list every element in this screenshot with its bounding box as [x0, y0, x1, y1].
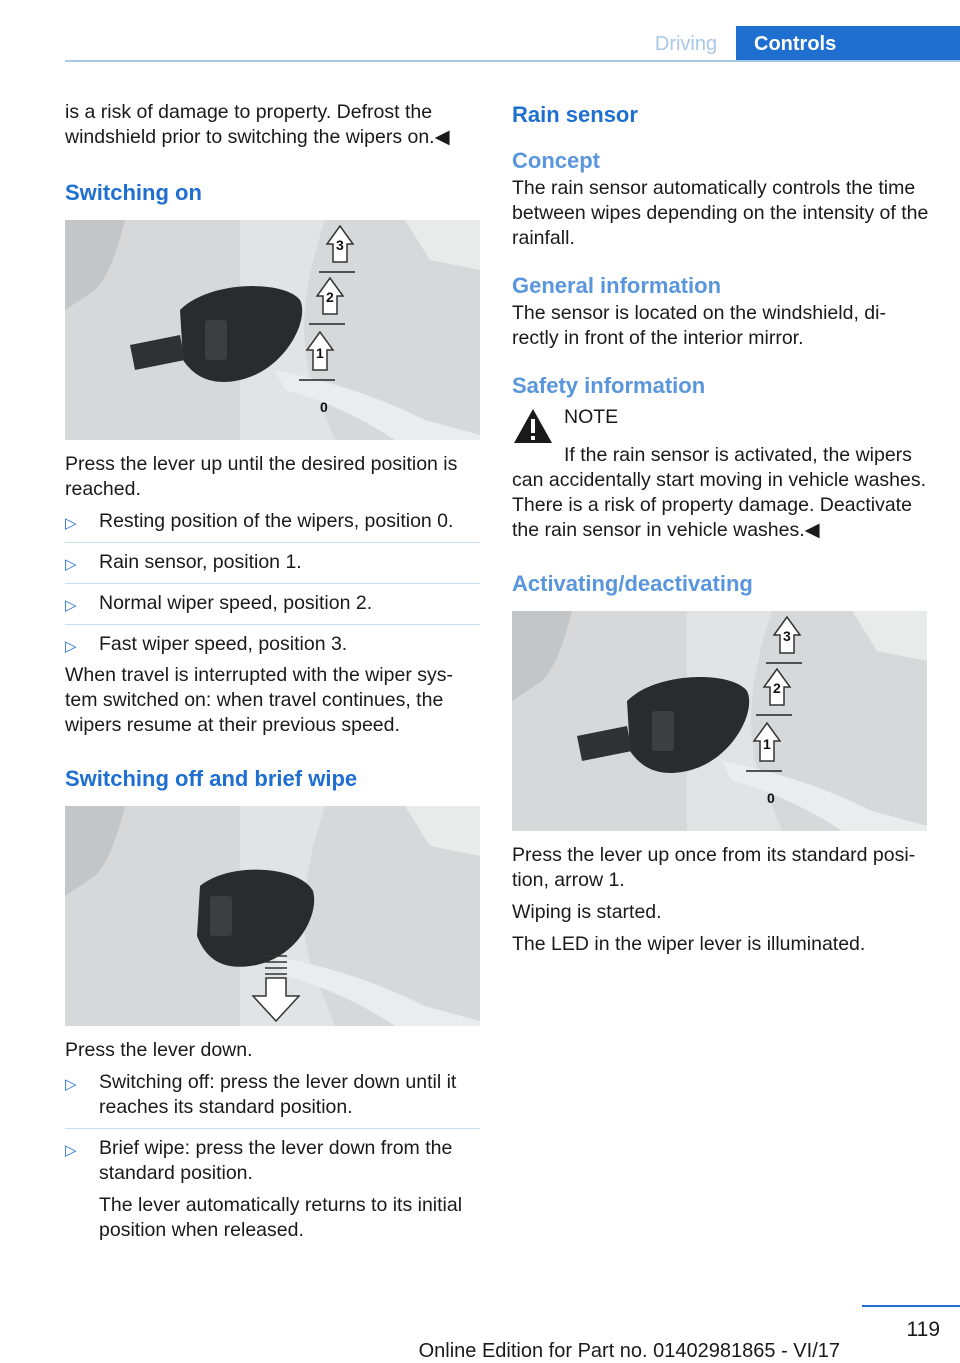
figure1-label-3: 3: [336, 237, 344, 253]
header-section-tab[interactable]: Driving: [654, 33, 718, 55]
left-column: [65, 100, 480, 1258]
edition-text: Online Edition for Part no. 01402981865 - VI/17: [418, 1340, 840, 1362]
list-item: ▷ Switching off: press the lever down until it reaches its standard position.: [65, 1070, 480, 1129]
concept-text: The rain sensor automatically controls the time between wipes depending on the intensity of the rainfall.: [512, 177, 929, 249]
right-column: [512, 100, 930, 964]
wiper-lever-down-figure: [65, 806, 480, 1026]
switching-off-instruction: Press the lever down.: [65, 1039, 253, 1061]
rain-sensor-heading: Rain sensor: [512, 102, 638, 127]
activating-text-3: The LED in the wiper lever is illuminated.: [512, 933, 866, 955]
triangle-right-icon: ▷: [65, 1142, 77, 1159]
wiper-lever-up-figure: [65, 220, 480, 440]
figure3-label-0: 0: [767, 790, 775, 806]
page-number: 119: [906, 1318, 940, 1341]
switching-on-list: [65, 509, 480, 657]
triangle-right-icon: ▷: [65, 597, 77, 614]
triangle-right-icon: ▷: [65, 1076, 77, 1093]
triangle-right-icon: ▷: [65, 638, 77, 655]
general-info-heading: General information: [512, 273, 722, 298]
activating-heading: Activating/deactivating: [512, 571, 753, 596]
warning-triangle-icon: [512, 407, 554, 450]
brief-wipe-note: The lever automatically returns to its initial position when released.: [99, 1194, 463, 1241]
switching-off-list: [65, 1070, 480, 1251]
list-item: ▷ Fast wiper speed, position 3.: [65, 632, 480, 657]
switching-off-heading: Switching off and brief wipe: [65, 766, 358, 791]
interruption-text: When travel is interrupted with the wiper sys‐tem switched on: when travel continues, the wipers resume at their previous speed.: [65, 664, 453, 736]
triangle-right-icon: ▷: [65, 556, 77, 573]
switching-on-heading: Switching on: [65, 180, 202, 205]
header-chapter-tab[interactable]: Controls: [736, 26, 960, 62]
triangle-right-icon: ▷: [65, 515, 77, 532]
activating-text-1: Press the lever up once from its standard posi‐tion, arrow 1.: [512, 844, 916, 891]
list-item: ▷ Brief wipe: press the lever down from the standard position. The lever automatically returns to its initial position when released.: [65, 1136, 480, 1251]
concept-heading: Concept: [512, 148, 600, 173]
list-item: ▷ Resting position of the wipers, position 0.: [65, 509, 480, 543]
figure3-label-3: 3: [783, 628, 791, 644]
intro-text: is a risk of damage to property. Defrost the windshield prior to switching the wipers on.◀: [65, 101, 450, 148]
figure3-label-1: 1: [763, 736, 771, 752]
note-text: If the rain sensor is activated, the wipers can accidentally start moving in vehicle washes. There is a risk of property damage. Deactivate the rain sensor in vehicle washes.◀: [512, 444, 927, 541]
header-divider: [65, 60, 960, 62]
figure3-label-2: 2: [773, 680, 781, 696]
figure1-label-0: 0: [320, 399, 328, 415]
safety-info-heading: Safety information: [512, 373, 706, 398]
activating-text-2: Wiping is started.: [512, 901, 662, 923]
list-item: ▷ Normal wiper speed, position 2.: [65, 591, 480, 625]
general-info-text: The sensor is located on the windshield, di‐rectly in front of the interior mirror.: [512, 302, 886, 349]
figure1-label-1: 1: [316, 345, 324, 361]
note-label: NOTE: [564, 406, 619, 428]
switching-on-instruction: Press the lever up until the desired position is reached.: [65, 453, 458, 500]
rain-sensor-lever-figure: [512, 611, 927, 831]
footer-divider: [862, 1305, 960, 1307]
figure1-label-2: 2: [326, 289, 334, 305]
list-item: ▷ Rain sensor, position 1.: [65, 550, 480, 584]
safety-note: [512, 405, 930, 445]
